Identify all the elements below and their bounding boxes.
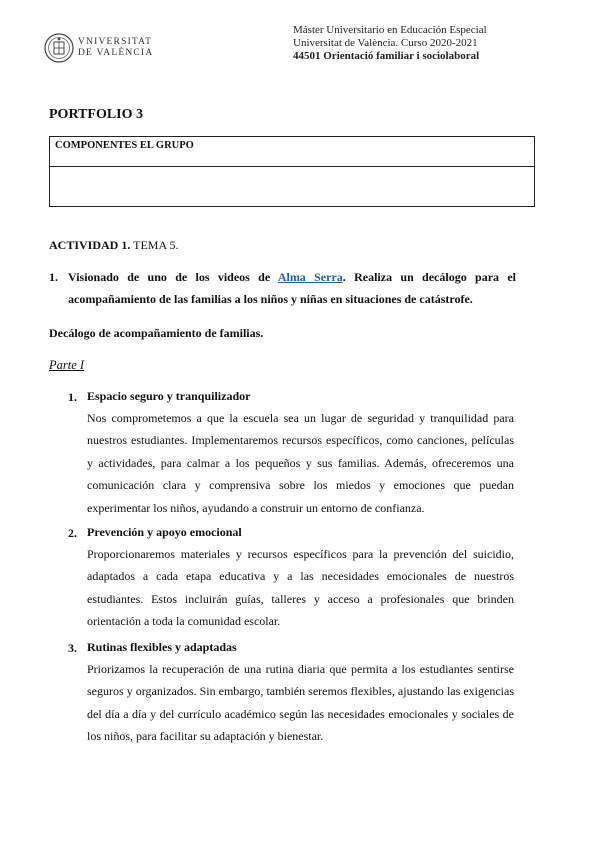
- activity-label: ACTIVIDAD 1.: [49, 238, 131, 252]
- task-text-after: . Realiza un decálogo para el acompañamiento de las familias a los niños y niñas en situaciones de catástrofe.: [68, 270, 517, 306]
- task-number: 1.: [49, 270, 58, 284]
- item-2-number: 2.: [68, 526, 77, 540]
- university-logo: [44, 32, 154, 66]
- item-2-body: Proporcionaremos materiales y recursos específicos para la prevención del suicidio, adaptados a cada etapa educativa y a las necesidades emocionales de nuestros estudiantes. Estos incluirán guías, talleres y acceso a profesionales que brinden orientación a toda la comunidad escolar.: [87, 547, 514, 629]
- group-members-table: [49, 136, 535, 207]
- item-3-title: Rutinas flexibles y adaptadas: [87, 640, 237, 654]
- document-header: [293, 24, 487, 63]
- activity-heading: [49, 234, 178, 256]
- decalogue-item-2: [87, 525, 514, 633]
- group-table-value-cell[interactable]: [50, 167, 534, 205]
- group-table-label: COMPONENTES EL GRUPO: [55, 140, 194, 151]
- item-1-title: Espacio seguro y tranquilizador: [87, 389, 251, 403]
- decalogue-item-3: [87, 640, 514, 748]
- item-3-body: Priorizamos la recuperación de una rutina diaria que permita a los estudiantes sentirse seguros y organizados. Sin embargo, también seremos flexibles, ajustando las exigencias del día a día y del currículo académico según las necesidades emocionales y sociales de los niños, para facilitar su adaptación y bienestar.: [87, 662, 514, 744]
- activity-topic: TEMA 5.: [133, 238, 179, 252]
- item-1-number: 1.: [68, 390, 77, 404]
- page-title: PORTFOLIO 3: [49, 107, 144, 122]
- header-program: Máster Universitario en Educación Especial: [293, 24, 487, 36]
- section-subtitle: Decálogo de acompañamiento de familias.: [49, 326, 264, 340]
- university-seal-icon: [44, 33, 74, 63]
- alma-serra-link[interactable]: Alma Serra: [277, 270, 343, 284]
- task-statement: [68, 266, 516, 310]
- group-table-header-row: [50, 137, 534, 167]
- item-1-body: Nos comprometemos a que la escuela sea un lugar de seguridad y tranquilidad para nuestros estudiantes. Implementaremos recursos específicos, como canciones, películas y actividades, para calmar a los pequeños y sus familias. Además, ofreceremos una comunicación clara y comprensiva sobre los miedos y emociones que puedan experimentar los niños, ayudando a construir un entorno de confianza.: [87, 411, 514, 515]
- header-university: Universitat de València. Curso 2020-2021: [293, 37, 478, 49]
- logo-line-2: DE VALÈNCIA: [78, 48, 154, 58]
- item-3-number: 3.: [68, 641, 77, 655]
- logo-line-1: VNIVERSITAT: [78, 37, 153, 47]
- item-2-title: Prevención y apoyo emocional: [87, 525, 242, 539]
- part-heading: Parte I: [49, 358, 85, 372]
- task-text-before: Visionado de uno de los videos de: [68, 270, 271, 284]
- header-course: 44501 Orientació familiar i sociolaboral: [293, 50, 480, 62]
- decalogue-item-1: [87, 389, 514, 519]
